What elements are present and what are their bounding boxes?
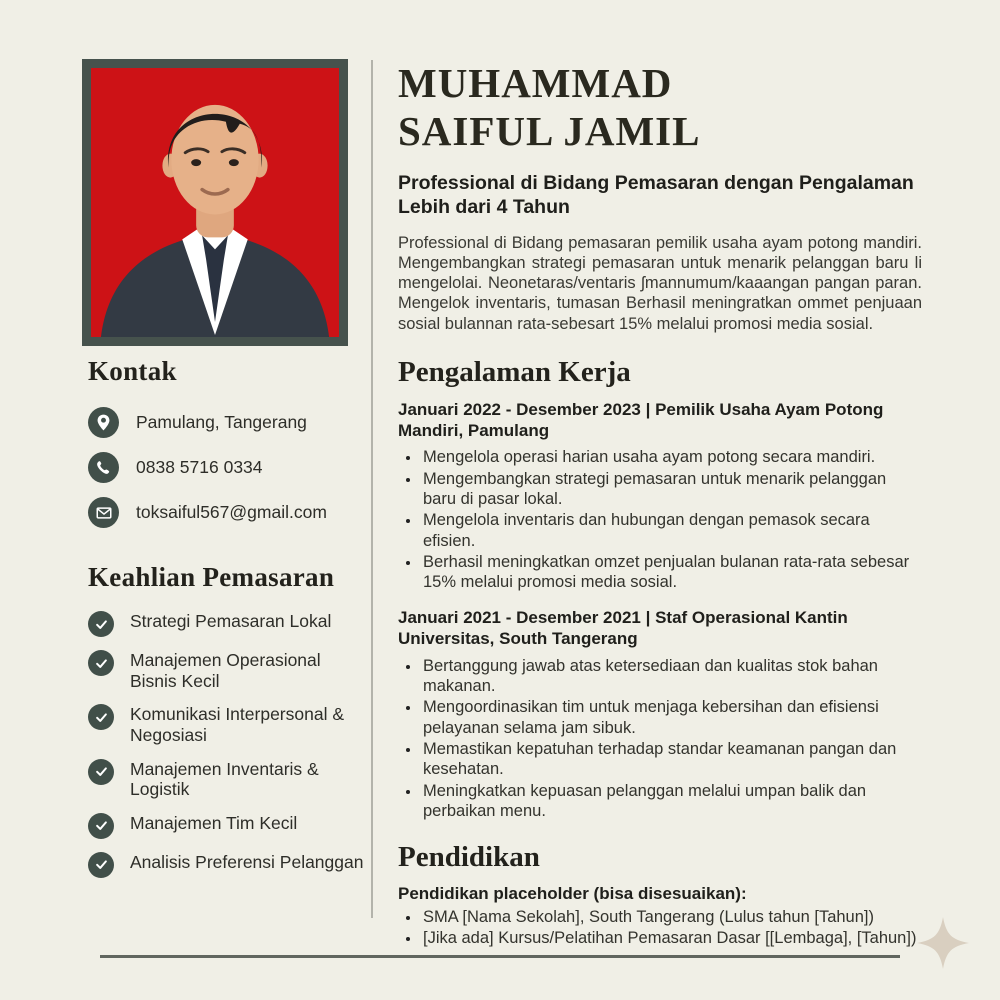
email-icon xyxy=(88,497,119,528)
professional-subtitle: Professional di Bidang Pemasaran dengan Pengalaman Lebih dari 4 Tahun xyxy=(398,171,914,218)
name-line1: MUHAMMAD xyxy=(398,60,673,106)
sparkle-icon xyxy=(916,916,970,970)
job-bullet: • Mengembangkan strategi pemasaran untuk menarik pelanggan baru di pasar lokal. xyxy=(421,469,922,510)
skill-label: Strategi Pemasaran Lokal xyxy=(130,611,332,631)
contact-item-email xyxy=(88,497,366,528)
contact-email-text: toksaiful567@gmail.com xyxy=(136,502,327,522)
skills-heading: Keahlian Pemasaran xyxy=(88,562,335,592)
skill-item xyxy=(88,611,366,637)
professional-summary: Professional di Bidang pemasaran pemilik usaha ayam potong mandiri. Mengembangkan strategi pemasaran untuk menarik pelanggan baru li mengelolai. Neonetaras/ventaris ʃmannumum/kaaangan pangan paran. Mengelok inventaris, tumasan Berhasil meningratkan ommet penjuaan sosial bulannan rata-sebesart 15% melalui promosi media sosial. xyxy=(398,233,922,333)
contact-heading: Kontak xyxy=(88,356,177,386)
profile-photo xyxy=(82,59,348,346)
skill-item xyxy=(88,759,366,800)
contact-item-phone xyxy=(88,452,366,483)
page-title xyxy=(398,60,922,156)
check-icon xyxy=(88,611,114,637)
skill-item xyxy=(88,852,366,878)
education-bullet: • SMA [Nama Sekolah], South Tangerang (Lulus tahun [Tahun]) xyxy=(421,907,922,927)
check-icon xyxy=(88,813,114,839)
main-content xyxy=(398,60,922,950)
skill-label: Komunikasi Interpersonal & Negosiasi xyxy=(130,704,344,745)
skill-item xyxy=(88,704,366,745)
contact-section xyxy=(88,356,366,528)
job-title: Januari 2021 - Desember 2021 | Staf Operasional Kantin Universitas, South Tangerang xyxy=(398,608,848,649)
check-icon xyxy=(88,650,114,676)
location-pin-icon xyxy=(88,407,119,438)
portrait-illustration xyxy=(91,68,339,337)
job-bullet-list xyxy=(398,656,922,821)
job-entry xyxy=(398,400,922,592)
check-icon xyxy=(88,759,114,785)
job-bullet: • Mengoordinasikan tim untuk menjaga kebersihan dan efisiensi pelayanan selama jam sibuk. xyxy=(421,697,922,738)
skill-label: Manajemen Tim Kecil xyxy=(130,812,298,833)
education-bullet: • [Jika ada] Kursus/Pelatihan Pemasaran Dasar [[Lembaga], [Tahun]) xyxy=(421,928,922,948)
job-bullet: • Memastikan kepatuhan terhadap standar keamanan pangan dan kesehatan. xyxy=(421,739,922,780)
job-title: Januari 2022 - Desember 2023 | Pemilik Usaha Ayam Potong Mandiri, Pamulang xyxy=(398,399,884,440)
job-bullet: • Mengelola operasi harian usaha ayam potong secara mandiri. xyxy=(421,447,922,467)
education-subheading: Pendidikan placeholder (bisa disesuaikan): xyxy=(398,884,747,904)
skill-label: Analisis Preferensi Pelanggan xyxy=(130,851,364,872)
skill-item xyxy=(88,813,366,839)
contact-item-location xyxy=(88,407,366,438)
name-line2: SAIFUL JAMIL xyxy=(398,107,701,154)
job-bullet: • Meningkatkan kepuasan pelanggan melalui umpan balik dan perbaikan menu. xyxy=(421,781,922,822)
column-divider xyxy=(371,60,373,918)
sidebar xyxy=(88,356,366,891)
phone-icon xyxy=(88,452,119,483)
job-bullet-list xyxy=(398,447,922,592)
skill-label: Manajemen Operasional Bisnis Kecil xyxy=(130,650,321,691)
job-entry xyxy=(398,608,922,821)
education-heading: Pendidikan xyxy=(398,841,540,874)
experience-heading: Pengalaman Kerja xyxy=(398,355,631,388)
skill-item xyxy=(88,650,366,691)
job-bullet: • Bertanggung jawab atas ketersediaan dan kualitas stok bahan makanan. xyxy=(421,656,922,697)
check-icon xyxy=(88,704,114,730)
contact-location-text: Pamulang, Tangerang xyxy=(136,412,307,432)
skill-label: Manajemen Inventaris & Logistik xyxy=(130,758,319,800)
skills-section xyxy=(88,562,366,878)
footer-divider xyxy=(100,955,900,958)
job-bullet: • Mengelola inventaris dan hubungan dengan pemasok secara efisien. xyxy=(421,510,922,551)
contact-phone-text: 0838 5716 0334 xyxy=(136,457,263,477)
check-icon xyxy=(88,852,114,878)
education-bullet-list xyxy=(398,907,922,949)
job-bullet: • Berhasil meningkatkan omzet penjualan bulanan rata-rata sebesar 15% melalui promosi media sosial. xyxy=(421,552,922,593)
